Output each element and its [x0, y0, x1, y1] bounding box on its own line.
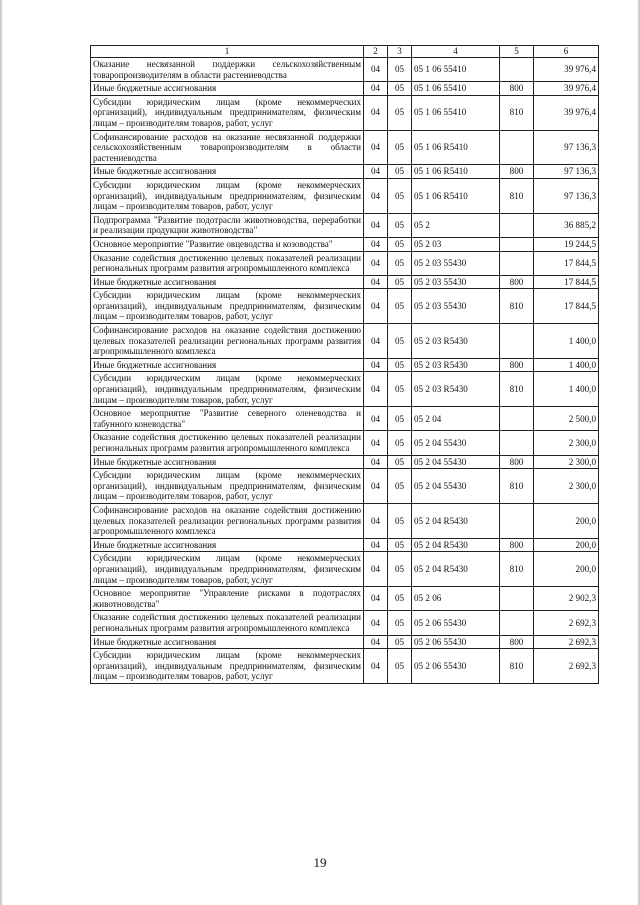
subsection-code: 05: [388, 587, 412, 611]
expense-type-code: 810: [500, 469, 534, 504]
section-code: 04: [364, 251, 388, 275]
target-article-code: 05 1 06 R5410: [412, 130, 500, 165]
row-description: Субсидии юридическим лицам (кроме некоммерческих организаций), индивидуальным предпринимателям, физическим лицам – производителям товаров, работ, услуг: [91, 95, 364, 130]
header-col-4: 4: [412, 46, 500, 58]
expense-type-code: [500, 324, 534, 359]
table-row: [91, 289, 599, 324]
target-article-code: 05 2 03 55430: [412, 289, 500, 324]
section-code: 04: [364, 407, 388, 431]
amount: 17 844,5: [534, 251, 599, 275]
target-article-code: 05 2 06 55430: [412, 635, 500, 649]
target-article-code: 05 2 04 55430: [412, 455, 500, 469]
target-article-code: 05 1 06 55410: [412, 95, 500, 130]
target-article-code: 05 2 04 55430: [412, 469, 500, 504]
expense-type-code: [500, 431, 534, 455]
subsection-code: 05: [388, 538, 412, 552]
amount: 200,0: [534, 538, 599, 552]
amount: 1 400,0: [534, 358, 599, 372]
section-code: 04: [364, 165, 388, 179]
page-edge-left: [0, 0, 3, 905]
row-description: Оказание содействия достижению целевых показателей реализации региональных программ развития агропромышленного комплекса: [91, 251, 364, 275]
row-description: Субсидии юридическим лицам (кроме некоммерческих организаций), индивидуальным предпринимателям, физическим лицам – производителям товаров, работ, услуг: [91, 372, 364, 407]
amount: 17 844,5: [534, 289, 599, 324]
expense-type-code: 800: [500, 455, 534, 469]
table-row: [91, 552, 599, 587]
row-description: Софинансирование расходов на оказание несвязанной поддержки сельскохозяйственным товаропроизводителям в области растениеводства: [91, 130, 364, 165]
header-col-6: 6: [534, 46, 599, 58]
expense-type-code: [500, 503, 534, 538]
expense-type-code: 800: [500, 538, 534, 552]
target-article-code: 05 2 04 R5430: [412, 538, 500, 552]
subsection-code: 05: [388, 213, 412, 237]
table-row: [91, 324, 599, 359]
table-row: [91, 455, 599, 469]
subsection-code: 05: [388, 165, 412, 179]
section-code: 04: [364, 289, 388, 324]
amount: 2 692,3: [534, 635, 599, 649]
expense-type-code: 810: [500, 552, 534, 587]
row-description: Субсидии юридическим лицам (кроме некоммерческих организаций), индивидуальным предпринимателям, физическим лицам – производителям товаров, работ, услуг: [91, 289, 364, 324]
section-code: 04: [364, 431, 388, 455]
amount: 39 976,4: [534, 58, 599, 82]
subsection-code: 05: [388, 58, 412, 82]
expense-type-code: 810: [500, 178, 534, 213]
expense-type-code: [500, 407, 534, 431]
target-article-code: 05 2 04 R5430: [412, 503, 500, 538]
table-row: [91, 431, 599, 455]
target-article-code: 05 2 06 55430: [412, 649, 500, 684]
table-row: [91, 469, 599, 504]
table-row: [91, 635, 599, 649]
subsection-code: 05: [388, 275, 412, 289]
table-row: [91, 82, 599, 96]
row-description: Подпрограмма "Развитие подотрасли животноводства, переработки и реализации продукции животноводства": [91, 213, 364, 237]
row-description: Субсидии юридическим лицам (кроме некоммерческих организаций), индивидуальным предпринимателям, физическим лицам – производителям товаров, работ, услуг: [91, 178, 364, 213]
table-row: [91, 407, 599, 431]
amount: 39 976,4: [534, 95, 599, 130]
amount: 2 692,3: [534, 611, 599, 635]
table-body: [91, 58, 599, 684]
subsection-code: 05: [388, 372, 412, 407]
subsection-code: 05: [388, 358, 412, 372]
section-code: 04: [364, 95, 388, 130]
table-row: [91, 178, 599, 213]
target-article-code: 05 1 06 R5410: [412, 165, 500, 179]
amount: 97 136,3: [534, 165, 599, 179]
budget-table: [90, 45, 599, 684]
section-code: 04: [364, 130, 388, 165]
section-code: 04: [364, 178, 388, 213]
expense-type-code: 800: [500, 635, 534, 649]
subsection-code: 05: [388, 431, 412, 455]
table-row: [91, 275, 599, 289]
amount: 97 136,3: [534, 178, 599, 213]
row-description: Иные бюджетные ассигнования: [91, 165, 364, 179]
target-article-code: 05 2 03 55430: [412, 251, 500, 275]
section-code: 04: [364, 503, 388, 538]
table-row: [91, 130, 599, 165]
table-row: [91, 372, 599, 407]
section-code: 04: [364, 372, 388, 407]
section-code: 04: [364, 469, 388, 504]
amount: 36 885,2: [534, 213, 599, 237]
subsection-code: 05: [388, 649, 412, 684]
target-article-code: 05 1 06 55410: [412, 82, 500, 96]
section-code: 04: [364, 538, 388, 552]
table-row: [91, 251, 599, 275]
expense-type-code: 800: [500, 82, 534, 96]
subsection-code: 05: [388, 552, 412, 587]
target-article-code: 05 2 03 R5430: [412, 372, 500, 407]
amount: 2 300,0: [534, 455, 599, 469]
target-article-code: 05 2 03 R5430: [412, 324, 500, 359]
target-article-code: 05 2 06: [412, 587, 500, 611]
page-number: 19: [313, 855, 327, 870]
amount: 39 976,4: [534, 82, 599, 96]
section-code: 04: [364, 324, 388, 359]
row-description: Оказание несвязанной поддержки сельскохозяйственным товаропроизводителям в области растениеводства: [91, 58, 364, 82]
header-col-3: 3: [388, 46, 412, 58]
subsection-code: 05: [388, 469, 412, 504]
table-row: [91, 165, 599, 179]
row-description: Оказание содействия достижению целевых показателей реализации региональных программ развития агропромышленного комплекса: [91, 431, 364, 455]
target-article-code: 05 2 04 55430: [412, 431, 500, 455]
expense-type-code: [500, 611, 534, 635]
expense-type-code: 810: [500, 289, 534, 324]
table-row: [91, 213, 599, 237]
expense-type-code: [500, 130, 534, 165]
subsection-code: 05: [388, 289, 412, 324]
target-article-code: 05 2 03 R5430: [412, 358, 500, 372]
subsection-code: 05: [388, 251, 412, 275]
subsection-code: 05: [388, 611, 412, 635]
expense-type-code: [500, 587, 534, 611]
target-article-code: 05 2 06 55430: [412, 611, 500, 635]
expense-type-code: [500, 237, 534, 251]
expense-type-code: 810: [500, 372, 534, 407]
section-code: 04: [364, 237, 388, 251]
row-description: Иные бюджетные ассигнования: [91, 82, 364, 96]
expense-type-code: 810: [500, 95, 534, 130]
amount: 1 400,0: [534, 324, 599, 359]
subsection-code: 05: [388, 178, 412, 213]
expense-type-code: 800: [500, 165, 534, 179]
section-code: 04: [364, 82, 388, 96]
amount: 2 902,3: [534, 587, 599, 611]
expense-type-code: [500, 251, 534, 275]
amount: 97 136,3: [534, 130, 599, 165]
row-description: Основное мероприятие "Развитие овцеводства и козоводства": [91, 237, 364, 251]
expense-type-code: [500, 213, 534, 237]
section-code: 04: [364, 275, 388, 289]
row-description: Софинансирование расходов на оказание содействия достижению целевых показателей реализации региональных программ развития агропромышленного комплекса: [91, 324, 364, 359]
table-row: [91, 587, 599, 611]
amount: 2 692,3: [534, 649, 599, 684]
row-description: Софинансирование расходов на оказание содействия достижению целевых показателей реализации региональных программ развития агропромышленного комплекса: [91, 503, 364, 538]
subsection-code: 05: [388, 635, 412, 649]
row-description: Иные бюджетные ассигнования: [91, 635, 364, 649]
target-article-code: 05 2 04 R5430: [412, 552, 500, 587]
section-code: 04: [364, 213, 388, 237]
amount: 2 300,0: [534, 469, 599, 504]
table-row: [91, 95, 599, 130]
amount: 19 244,5: [534, 237, 599, 251]
header-col-1: 1: [91, 46, 364, 58]
subsection-code: 05: [388, 455, 412, 469]
row-description: Иные бюджетные ассигнования: [91, 358, 364, 372]
expense-type-code: 810: [500, 649, 534, 684]
amount: 1 400,0: [534, 372, 599, 407]
header-col-5: 5: [500, 46, 534, 58]
subsection-code: 05: [388, 237, 412, 251]
amount: 2 500,0: [534, 407, 599, 431]
amount: 200,0: [534, 552, 599, 587]
target-article-code: 05 2 03: [412, 237, 500, 251]
row-description: Основное мероприятие "Развитие северного оленеводства и табунного коневодства": [91, 407, 364, 431]
header-col-2: 2: [364, 46, 388, 58]
header-row: [91, 46, 599, 58]
table-row: [91, 538, 599, 552]
target-article-code: 05 1 06 55410: [412, 58, 500, 82]
subsection-code: 05: [388, 95, 412, 130]
row-description: Иные бюджетные ассигнования: [91, 275, 364, 289]
section-code: 04: [364, 58, 388, 82]
table-row: [91, 503, 599, 538]
subsection-code: 05: [388, 407, 412, 431]
target-article-code: 05 1 06 R5410: [412, 178, 500, 213]
table-row: [91, 649, 599, 684]
table-row: [91, 58, 599, 82]
row-description: Субсидии юридическим лицам (кроме некоммерческих организаций), индивидуальным предпринимателям, физическим лицам – производителям товаров, работ, услуг: [91, 552, 364, 587]
row-description: Субсидии юридическим лицам (кроме некоммерческих организаций), индивидуальным предпринимателям, физическим лицам – производителям товаров, работ, услуг: [91, 649, 364, 684]
row-description: Оказание содействия достижению целевых показателей реализации региональных программ развития агропромышленного комплекса: [91, 611, 364, 635]
subsection-code: 05: [388, 82, 412, 96]
section-code: 04: [364, 455, 388, 469]
table-row: [91, 237, 599, 251]
row-description: Субсидии юридическим лицам (кроме некоммерческих организаций), индивидуальным предпринимателям, физическим лицам – производителям товаров, работ, услуг: [91, 469, 364, 504]
expense-type-code: [500, 58, 534, 82]
subsection-code: 05: [388, 324, 412, 359]
section-code: 04: [364, 358, 388, 372]
subsection-code: 05: [388, 130, 412, 165]
table-row: [91, 358, 599, 372]
amount: 17 844,5: [534, 275, 599, 289]
target-article-code: 05 2 04: [412, 407, 500, 431]
amount: 200,0: [534, 503, 599, 538]
row-description: Иные бюджетные ассигнования: [91, 538, 364, 552]
expense-type-code: 800: [500, 358, 534, 372]
section-code: 04: [364, 611, 388, 635]
target-article-code: 05 2 03 55430: [412, 275, 500, 289]
table-row: [91, 611, 599, 635]
amount: 2 300,0: [534, 431, 599, 455]
row-description: Иные бюджетные ассигнования: [91, 455, 364, 469]
section-code: 04: [364, 649, 388, 684]
subsection-code: 05: [388, 503, 412, 538]
expense-type-code: 800: [500, 275, 534, 289]
section-code: 04: [364, 635, 388, 649]
section-code: 04: [364, 587, 388, 611]
section-code: 04: [364, 552, 388, 587]
target-article-code: 05 2: [412, 213, 500, 237]
row-description: Основное мероприятие "Управление рисками в подотраслях животноводства": [91, 587, 364, 611]
